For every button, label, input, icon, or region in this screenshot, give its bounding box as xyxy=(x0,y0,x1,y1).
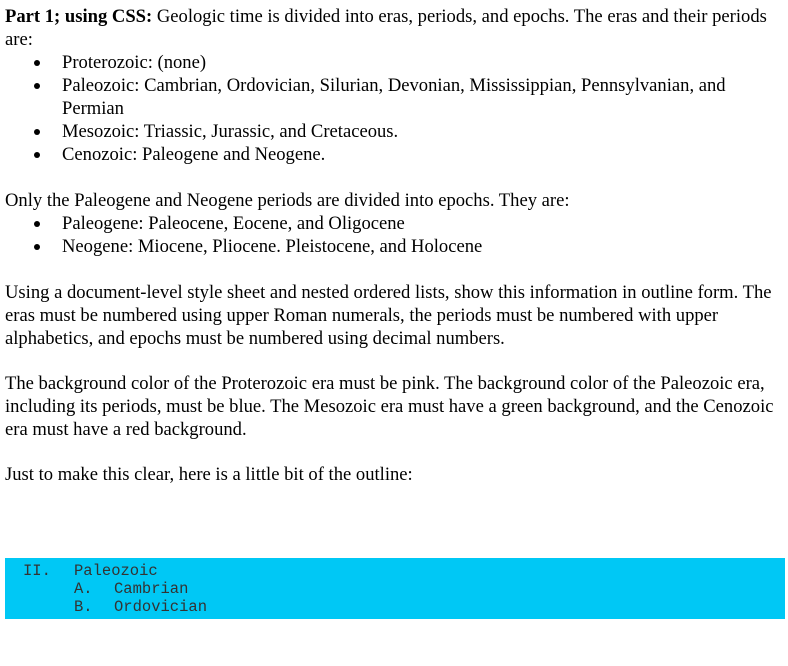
era-list-item: Proterozoic: (none) xyxy=(5,51,785,74)
period-number: A. xyxy=(74,580,93,598)
intro-text: Geologic time is divided into eras, periods, and epochs. The eras and their periods are: xyxy=(5,6,767,50)
instructions-paragraph: Using a document-level style sheet and nested ordered lists, show this information in outline form. The eras must be numbered using upper Roman numerals, the periods must be numbered with upper alphabetics, and epochs must be numbered using decimal numbers. xyxy=(5,282,772,349)
era-name: Paleozoic xyxy=(74,562,158,580)
era-list-item: Paleozoic: Cambrian, Ordovician, Silurian, Devonian, Mississippian, Pennsylvanian, and Permian xyxy=(5,74,785,120)
period-name: Ordovician xyxy=(114,598,208,616)
outline-intro-paragraph: Just to make this clear, here is a little bit of the outline: xyxy=(5,464,413,485)
intro-paragraph xyxy=(5,5,785,51)
era-list-item: Mesozoic: Triassic, Jurassic, and Cretaceous. xyxy=(5,120,785,143)
epoch-list-item: Paleogene: Paleocene, Eocene, and Oligocene xyxy=(5,212,785,235)
document-page xyxy=(5,5,785,486)
era-number: II. xyxy=(23,562,51,580)
epochs-list xyxy=(5,212,785,258)
era-list-item: Cenozoic: Paleogene and Neogene. xyxy=(5,143,785,166)
eras-list xyxy=(5,51,785,166)
intro-bold-lead: Part 1; using CSS: xyxy=(5,6,153,27)
period-name: Cambrian xyxy=(114,580,189,598)
epoch-list-item: Neogene: Miocene, Pliocene. Pleistocene, and Holocene xyxy=(5,235,785,258)
sample-outline-block xyxy=(5,558,785,619)
period-number: B. xyxy=(74,598,93,616)
colors-paragraph: The background color of the Proterozoic era must be pink. The background color of the Paleozoic era, including its periods, must be blue. The Mesozoic era must have a green background, and the Cenozoic era must have a red background. xyxy=(5,373,774,440)
epochs-intro-paragraph: Only the Paleogene and Neogene periods are divided into epochs. They are: xyxy=(5,190,570,211)
